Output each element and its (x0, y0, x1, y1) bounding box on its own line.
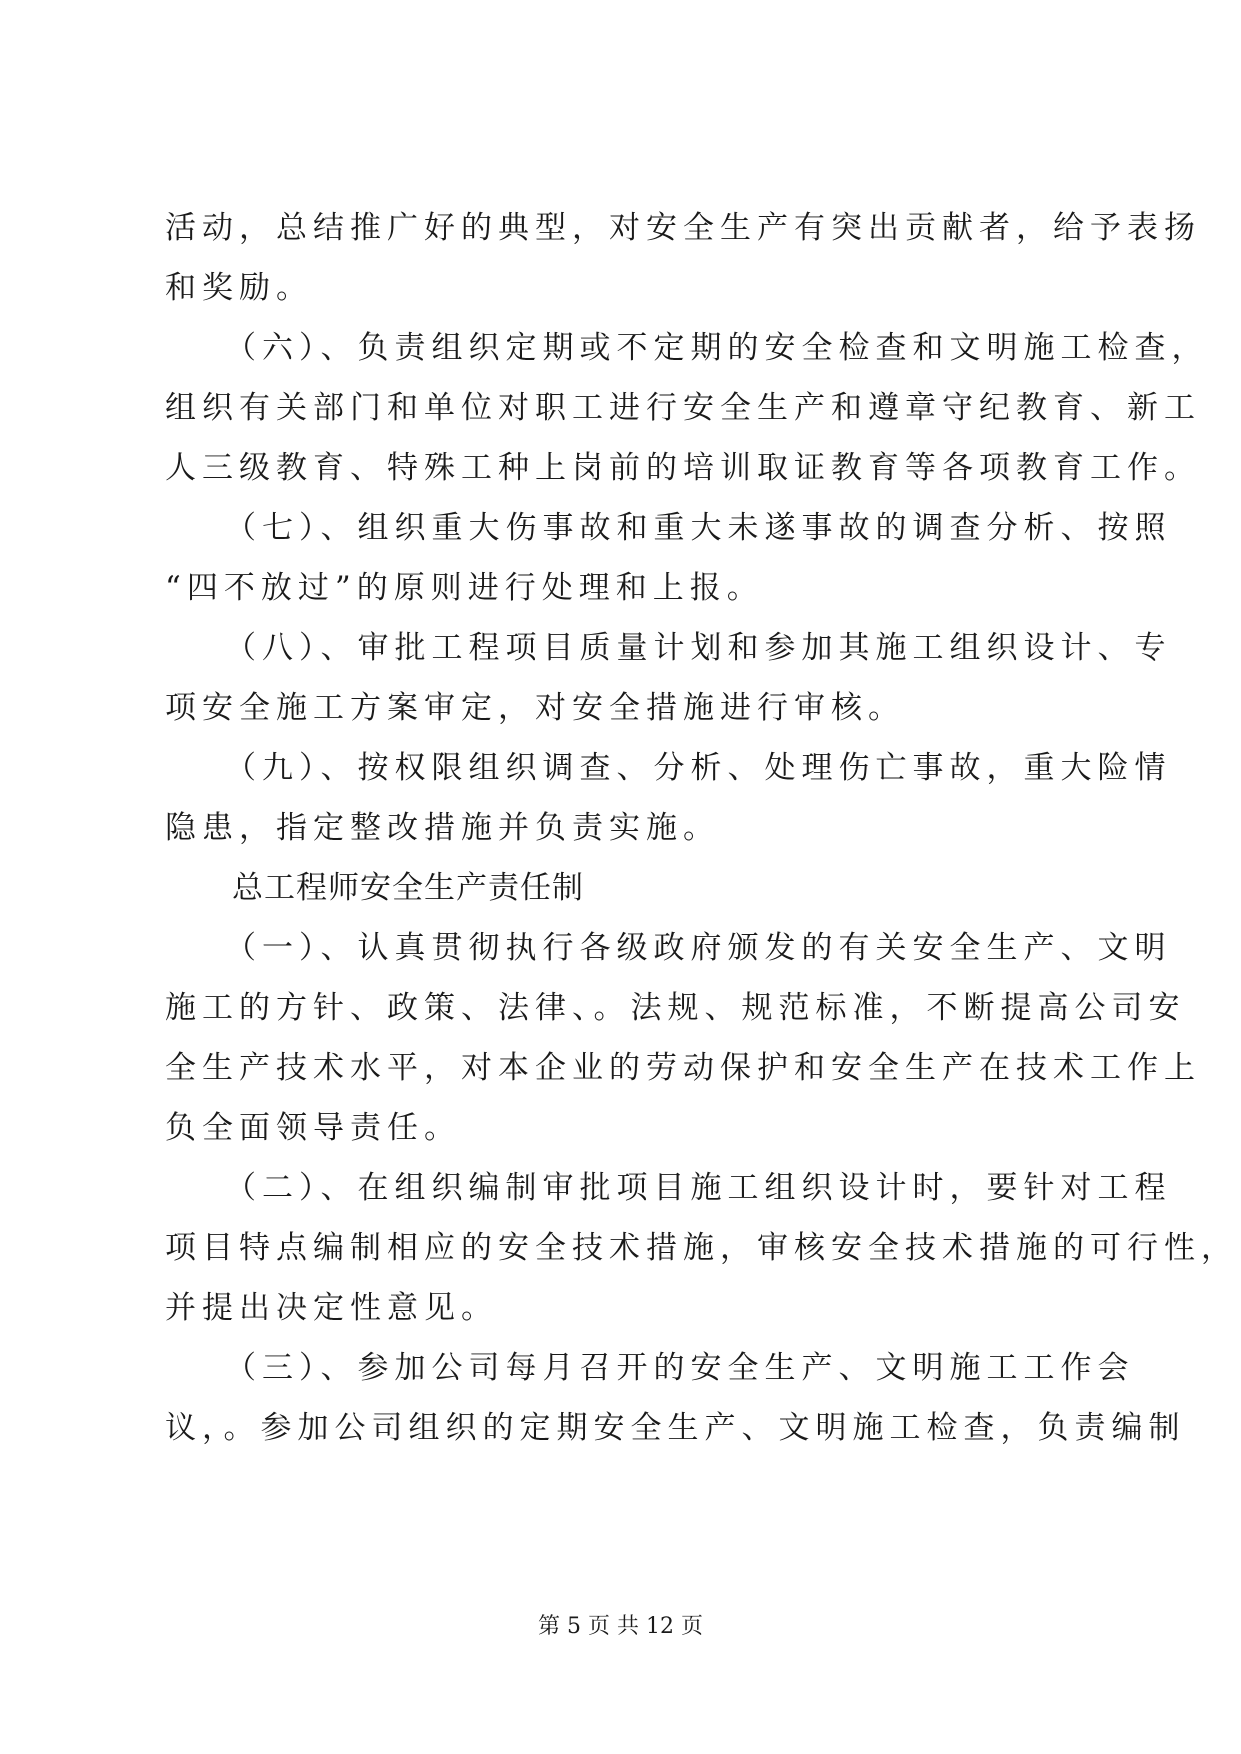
paragraph-6-line: （六）、负责组织定期或不定期的安全检查和文明施工检查， (225, 330, 1209, 366)
text-line: 项安全施工方案审定，对安全措施进行审核。 (165, 690, 905, 726)
text-line: 负全面领导责任。 (165, 1110, 461, 1146)
paragraph-3-line: （三）、参加公司每月召开的安全生产、文明施工工作会 (225, 1350, 1135, 1386)
text-line: 活动，总结推广好的典型，对安全生产有突出贡献者，给予表扬 (165, 210, 1201, 246)
text-line: 和奖励。 (165, 270, 313, 306)
text-line: 全生产技术水平，对本企业的劳动保护和安全生产在技术工作上 (165, 1050, 1201, 1086)
text-line: 议，。参加公司组织的定期安全生产、文明施工检查，负责编制 (165, 1410, 1186, 1446)
paragraph-9-line: （九）、按权限组织调查、分析、处理伤亡事故，重大险情 (225, 750, 1172, 786)
text-line: 施工的方针、政策、法律、。法规、规范标准，不断提高公司安 (165, 990, 1186, 1026)
section-heading: 总工程师安全生产责任制 (232, 870, 584, 906)
text-line: 并提出决定性意见。 (165, 1290, 498, 1326)
paragraph-1-line: （一）、认真贯彻执行各级政府颁发的有关安全生产、文明 (225, 930, 1172, 966)
paragraph-2-line: （二）、在组织编制审批项目施工组织设计时，要针对工程 (225, 1170, 1172, 1206)
text-line: “四不放过”的原则进行处理和上报。 (165, 570, 764, 606)
text-line: 组织有关部门和单位对职工进行安全生产和遵章守纪教育、新工 (165, 390, 1201, 426)
text-line: 项目特点编制相应的安全技术措施，审核安全技术措施的可行性， (165, 1230, 1238, 1266)
page-footer: 第 5 页 共 12 页 (538, 1614, 703, 1639)
text-line: 人三级教育、特殊工种上岗前的培训取证教育等各项教育工作。 (165, 450, 1201, 486)
paragraph-8-line: （八）、审批工程项目质量计划和参加其施工组织设计、专 (225, 630, 1172, 666)
paragraph-7-line: （七）、组织重大伤事故和重大未遂事故的调查分析、按照 (225, 510, 1172, 546)
text-line: 隐患，指定整改措施并负责实施。 (165, 810, 720, 846)
